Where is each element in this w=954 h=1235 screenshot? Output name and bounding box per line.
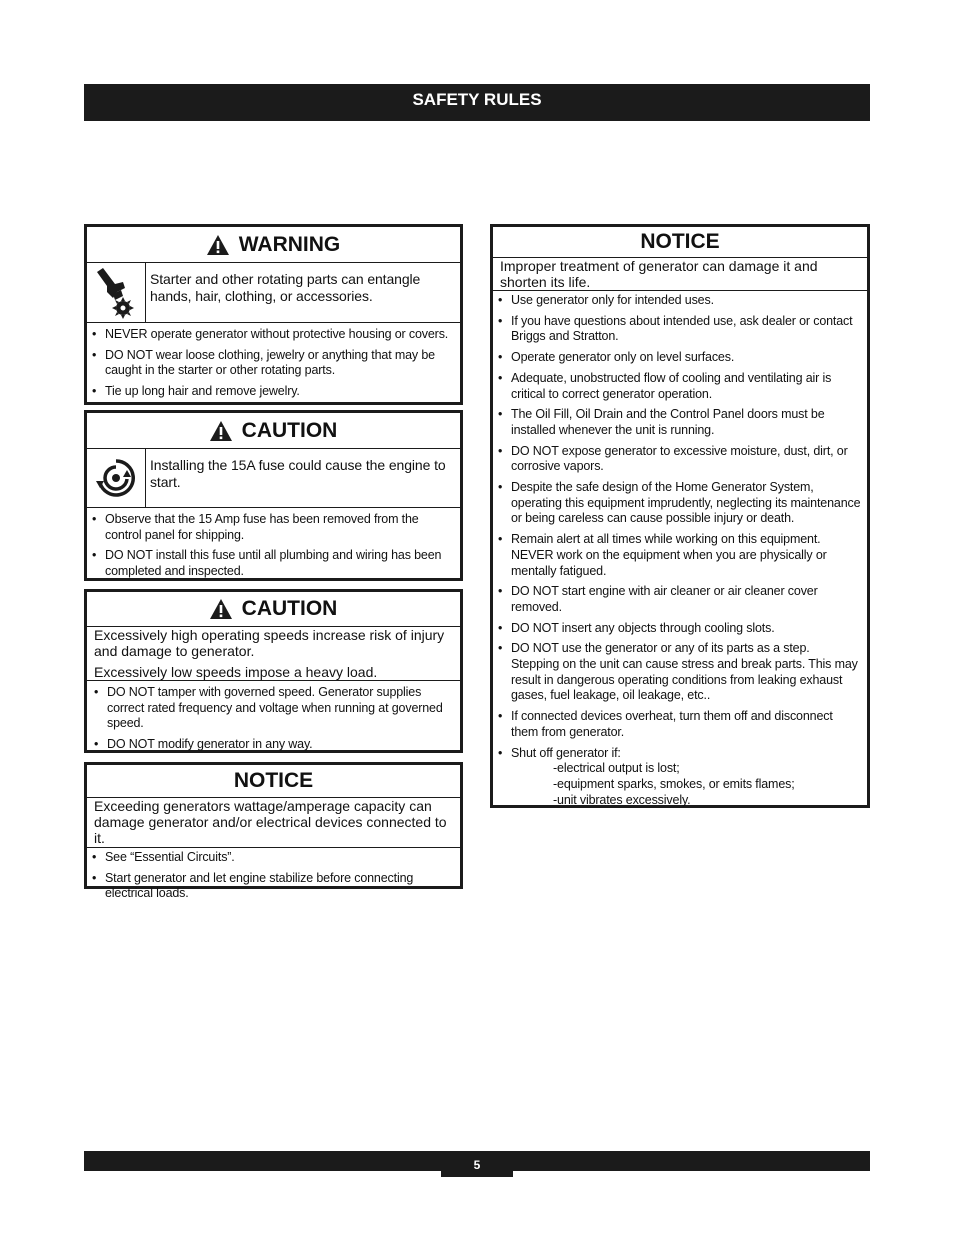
warning-title: WARNING (238, 232, 341, 256)
list-item: • DO NOT modify generator in any way. (93, 737, 454, 753)
caution-title-row (87, 592, 460, 626)
notice-title: NOTICE (640, 230, 720, 253)
section-title: SAFETY RULES (412, 90, 542, 109)
notice-title-row (493, 227, 867, 257)
warning-triangle-icon (210, 599, 232, 619)
warning-hazard-row (87, 263, 460, 323)
list-item: • DO NOT install this fuse until all plumbing and wiring has been completed and inspected. (91, 548, 454, 579)
notice-treatment-intro (493, 257, 867, 291)
notice-title-row (87, 765, 460, 797)
list-item: • DO NOT tamper with governed speed. Generator supplies correct rated frequency and voltage when running at governed speed. (93, 685, 454, 732)
notice-capacity-intro (87, 797, 460, 848)
list-item: • If connected devices overheat, turn them off and disconnect them from generator. (497, 709, 861, 740)
intro-paragraph: Excessively high operating speeds increase risk of injury and damage to generator. (94, 627, 445, 659)
caution-fuse-box (84, 410, 463, 581)
caution-fuse-bullet-list (87, 508, 460, 589)
intro-paragraph: Excessively low speeds impose a heavy load. (94, 664, 378, 680)
caution-speed-intro (87, 626, 460, 681)
notice-title: NOTICE (233, 769, 314, 792)
caution-title: CAUTION (241, 418, 338, 442)
list-item: • Start generator and let engine stabilize before connecting electrical loads. (91, 871, 454, 902)
caution-title-row (87, 413, 460, 449)
warning-box (84, 224, 463, 405)
shutoff-label: Shut off generator if: (511, 745, 621, 760)
list-item: • DO NOT use the generator or any of its parts as a step. Stepping on the unit can cause stress and break parts. This may result in dangerous operating conditions from leaking exhaust gases, fuel leakage, oil leakage, etc.. (497, 641, 861, 704)
list-item: • DO NOT wear loose clothing, jewelry or anything that may be caught in the starter or other rotating parts. (91, 348, 454, 379)
shutoff-condition: -electrical output is lost; (553, 761, 680, 776)
page-number-tab (441, 1151, 513, 1177)
warning-title-row (87, 227, 460, 263)
list-item: • Use generator only for intended uses. (497, 293, 861, 309)
list-item: • Adequate, unobstructed flow of cooling and ventilating air is critical to correct generator operation. (497, 371, 861, 402)
notice-capacity-box (84, 762, 463, 901)
list-item: • Observe that the 15 Amp fuse has been removed from the control panel for shipping. (91, 512, 454, 543)
caution-speed-bullet-list (87, 681, 460, 762)
intro-paragraph: Improper treatment of generator can damage it and shorten its life. (500, 258, 818, 290)
list-item: • DO NOT start engine with air cleaner or air cleaner cover removed. (497, 584, 861, 615)
notice-treatment-bullet-list (493, 291, 867, 817)
section-header-bar (84, 84, 870, 121)
list-item: • The Oil Fill, Oil Drain and the Control Panel doors must be installed whenever the unit is running. (497, 407, 861, 438)
page-number: 5 (473, 1158, 481, 1172)
warning-bullet-list (87, 323, 460, 409)
list-item: • Tie up long hair and remove jewelry. (91, 384, 454, 400)
list-item: • See “Essential Circuits”. (91, 850, 454, 866)
list-item: • Remain alert at all times while working on this equipment. NEVER work on the equipment when you are physically or mentally fatigued. (497, 532, 861, 579)
list-item: • Operate generator only on level surfaces. (497, 350, 861, 366)
entanglement-hand-icon (87, 263, 146, 322)
automatic-start-icon (87, 449, 146, 507)
notice-capacity-bullet-list (87, 848, 460, 911)
list-item-shutoff (497, 746, 861, 809)
notice-treatment-box (490, 224, 870, 808)
caution-hazard-row (87, 449, 460, 508)
shutoff-condition: -unit vibrates excessively. (553, 792, 691, 807)
list-item: • DO NOT insert any objects through cooling slots. (497, 621, 861, 637)
intro-paragraph: Exceeding generators wattage/amperage capacity can damage generator and/or electrical devices connected to it. (94, 798, 447, 846)
shutoff-condition: -equipment sparks, smokes, or emits flames; (553, 776, 795, 791)
list-item: • DO NOT expose generator to excessive moisture, dust, dirt, or corrosive vapors. (497, 444, 861, 475)
caution-hazard-text: Installing the 15A fuse could cause the engine to start. (150, 457, 446, 490)
warning-triangle-icon (210, 421, 232, 441)
list-item: • Despite the safe design of the Home Generator System, operating this equipment imprudently, neglecting its maintenance or being careless can cause possible injury or death. (497, 480, 861, 527)
list-item: • If you have questions about intended use, ask dealer or contact Briggs and Stratton. (497, 314, 861, 345)
caution-title: CAUTION (241, 597, 338, 620)
caution-speed-box (84, 589, 463, 753)
warning-hazard-text: Starter and other rotating parts can entangle hands, hair, clothing, or accessories. (150, 271, 421, 304)
warning-triangle-icon (207, 235, 229, 255)
list-item: • NEVER operate generator without protective housing or covers. (91, 327, 454, 343)
